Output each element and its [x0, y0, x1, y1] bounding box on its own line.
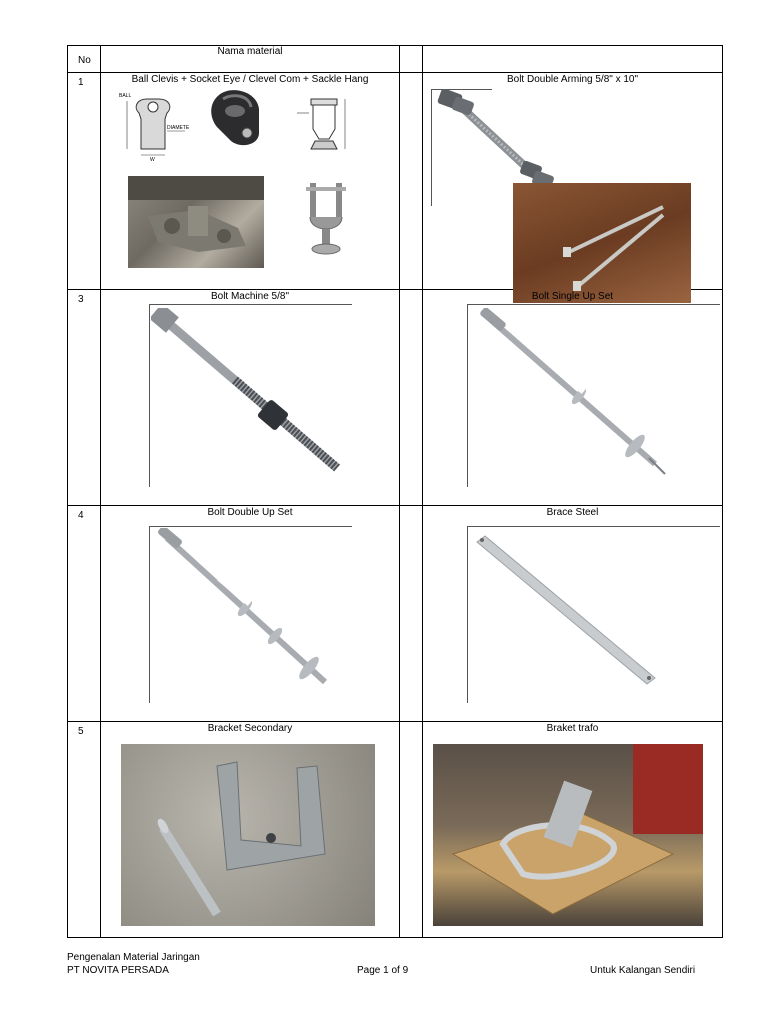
- row-spacer-cell: [400, 506, 423, 722]
- row-no: 4: [78, 510, 84, 521]
- clevis-assembly-photo: [128, 176, 264, 268]
- material-label: Bolt Double Up Set: [207, 507, 293, 518]
- header-right-cell: [423, 46, 723, 73]
- bracket-secondary-photo: [121, 744, 375, 926]
- header-no-cell: [68, 46, 101, 73]
- header-material-cell: [101, 46, 400, 73]
- row-left-cell: [101, 73, 400, 290]
- diagram-label-w: W: [150, 157, 155, 161]
- double-up-set-bolt-photo: [151, 528, 351, 698]
- material-label: Brace Steel: [546, 507, 599, 518]
- row-no-cell: [68, 506, 101, 722]
- footer-page-number: Page 1 of 9: [357, 965, 409, 976]
- row-no: 3: [78, 294, 84, 305]
- row-spacer-cell: [400, 73, 423, 290]
- row-no-cell: [68, 722, 101, 938]
- row-spacer-cell: [400, 290, 423, 506]
- row-left-cell: [101, 290, 400, 506]
- material-table: [67, 45, 723, 938]
- row-no-cell: [68, 73, 101, 290]
- single-up-set-bolt-photo: [469, 308, 719, 484]
- row-no-cell: [68, 290, 101, 506]
- machine-bolt-photo: [151, 308, 351, 484]
- header-material: Nama material: [217, 46, 283, 57]
- row-right-cell: [423, 506, 723, 722]
- table-row: [68, 73, 723, 290]
- material-label: Braket trafo: [546, 723, 599, 734]
- ball-clevis-diagram: [117, 91, 193, 161]
- row-right-cell: [423, 290, 723, 506]
- table-header-row: [68, 46, 723, 73]
- header-spacer-cell: [400, 46, 423, 73]
- material-label: Bolt Double Arming 5/8" x 10": [506, 74, 639, 85]
- diagram-label-ball: BALL: [119, 93, 132, 99]
- material-label: Bracket Secondary: [207, 723, 293, 734]
- footer-title: Pengenalan Material Jaringan: [67, 952, 200, 963]
- diagram-label-diameter: DIAMETE: [167, 125, 190, 131]
- clevis-diagram: [293, 93, 355, 157]
- footer-company: PT NOVITA PERSADA: [67, 965, 169, 976]
- material-label: Bolt Machine 5/8": [210, 291, 290, 302]
- table-row: [68, 290, 723, 506]
- double-arming-bolt-wood-photo: [513, 183, 691, 303]
- row-right-cell: [423, 73, 723, 290]
- row-left-cell: [101, 506, 400, 722]
- table-row: [68, 506, 723, 722]
- shackle-photo: [298, 177, 354, 259]
- brace-steel-photo: [469, 528, 719, 698]
- row-no: 1: [78, 77, 84, 88]
- row-no: 5: [78, 726, 84, 737]
- material-label: Bolt Single Up Set: [531, 291, 614, 302]
- table-row: [68, 722, 723, 938]
- material-label: Ball Clevis + Socket Eye / Clevel Com + Sackle Hang: [131, 74, 369, 85]
- header-no: No: [78, 55, 91, 66]
- row-left-cell: [101, 722, 400, 938]
- socket-eye-photo: [201, 87, 271, 151]
- row-spacer-cell: [400, 722, 423, 938]
- footer-note: Untuk Kalangan Sendiri: [590, 965, 696, 976]
- braket-trafo-photo: [433, 744, 703, 926]
- row-right-cell: [423, 722, 723, 938]
